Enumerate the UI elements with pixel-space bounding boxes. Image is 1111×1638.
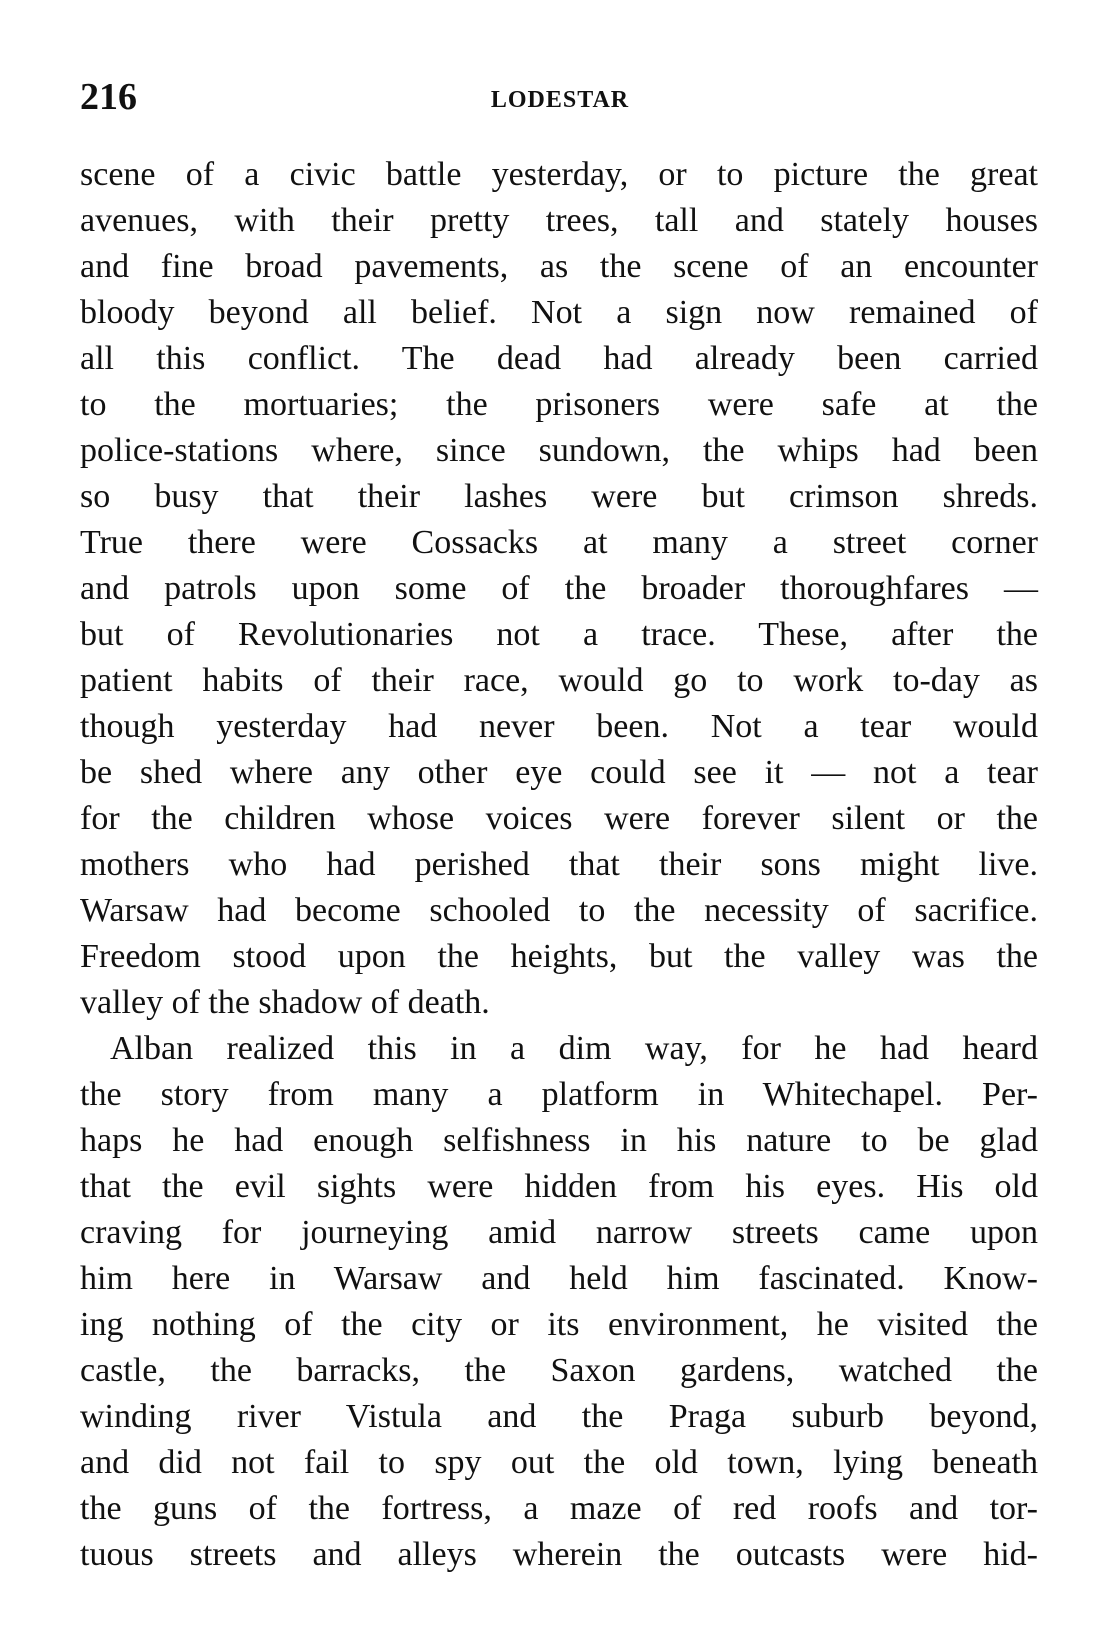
text-line: True there were Cossacks at many a street corner — [80, 524, 1038, 561]
text-line: though yesterday had never been. Not a tear would — [80, 708, 1038, 745]
text-line: and fine broad pavements, as the scene of an encounter — [80, 248, 1038, 285]
text-line: for the children whose voices were forever silent or the — [80, 800, 1038, 837]
text-line: castle, the barracks, the Saxon gardens, watched the — [80, 1352, 1038, 1389]
text-line: that the evil sights were hidden from his eyes. His old — [80, 1168, 1038, 1205]
text-line: and patrols upon some of the broader thoroughfares — — [80, 570, 1038, 607]
text-line: tuous streets and alleys wherein the outcasts were hid- — [80, 1536, 1038, 1573]
text-line: so busy that their lashes were but crimson shreds. — [80, 478, 1038, 515]
text-line: patient habits of their race, would go to work to-day as — [80, 662, 1038, 699]
text-line: craving for journeying amid narrow streets came upon — [80, 1214, 1038, 1251]
text-line: valley of the shadow of death. — [80, 984, 490, 1021]
text-line: to the mortuaries; the prisoners were safe at the — [80, 386, 1038, 423]
page-number: 216 — [80, 76, 137, 118]
page-header — [80, 72, 1040, 122]
text-line: and did not fail to spy out the old town, lying beneath — [80, 1444, 1038, 1481]
text-line: the story from many a platform in Whitechapel. Per- — [80, 1076, 1038, 1113]
text-line: all this conflict. The dead had already been carried — [80, 340, 1038, 377]
running-title: LODESTAR — [490, 87, 630, 113]
text-line: Alban realized this in a dim way, for he had heard — [110, 1030, 1038, 1067]
text-line: haps he had enough selfishness in his nature to be glad — [80, 1122, 1038, 1159]
body-text — [80, 152, 1038, 1578]
text-line: the guns of the fortress, a maze of red roofs and tor- — [80, 1490, 1038, 1527]
paragraph-2 — [80, 1026, 1038, 1578]
text-line: ing nothing of the city or its environment, he visited the — [80, 1306, 1038, 1343]
text-line: winding river Vistula and the Praga suburb beyond, — [80, 1398, 1038, 1435]
text-line: police-stations where, since sundown, the whips had been — [80, 432, 1038, 469]
text-line: him here in Warsaw and held him fascinated. Know- — [80, 1260, 1038, 1297]
paragraph-1 — [80, 152, 1038, 1026]
text-line: avenues, with their pretty trees, tall and stately houses — [80, 202, 1038, 239]
text-line: be shed where any other eye could see it — not a tear — [80, 754, 1038, 791]
text-line: bloody beyond all belief. Not a sign now remained of — [80, 294, 1038, 331]
text-line: Freedom stood upon the heights, but the valley was the — [80, 938, 1038, 975]
text-line: but of Revolutionaries not a trace. These, after the — [80, 616, 1038, 653]
text-line: scene of a civic battle yesterday, or to picture the great — [80, 156, 1038, 193]
text-line: mothers who had perished that their sons might live. — [80, 846, 1038, 883]
text-line: Warsaw had become schooled to the necessity of sacrifice. — [80, 892, 1038, 929]
